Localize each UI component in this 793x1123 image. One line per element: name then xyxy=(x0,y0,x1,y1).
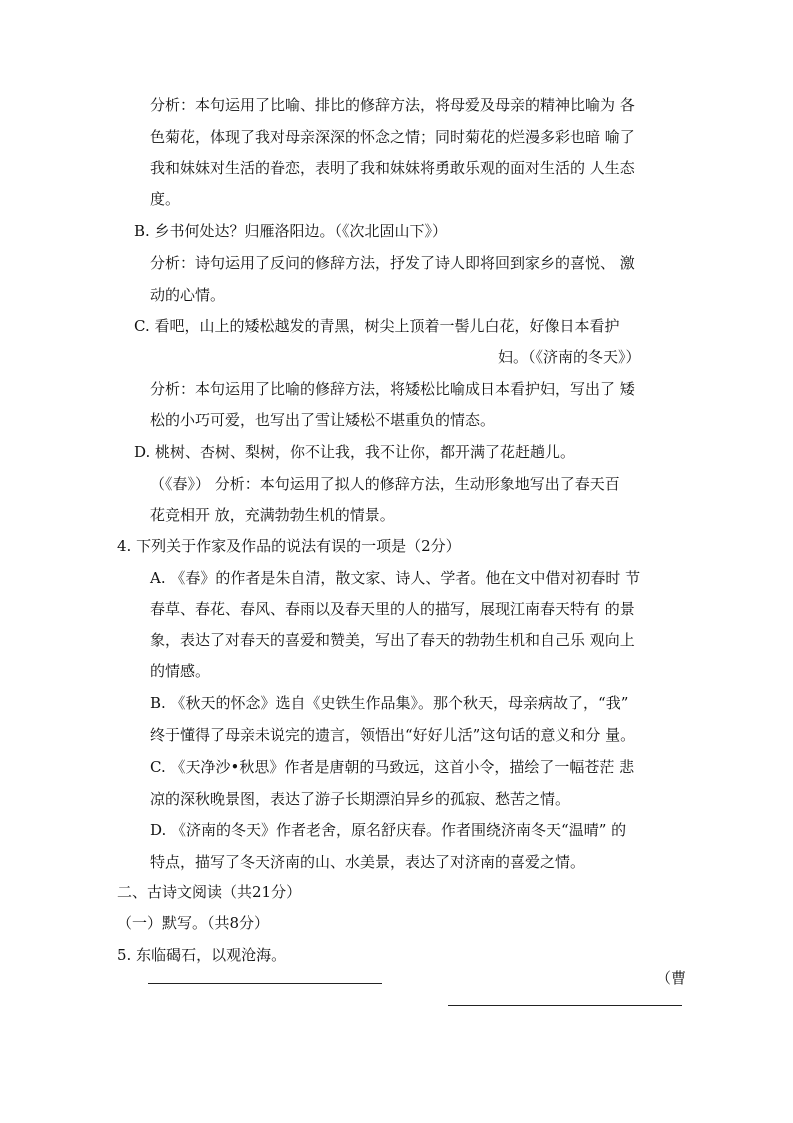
q3-b-analysis-line-1: 分析：诗句运用了反问的修辞方法，抒发了诗人即将回到家乡的喜悦、 激 xyxy=(150,254,635,272)
q3-d-analysis-line-1: （《春》） 分析：本句运用了拟人的修辞方法，生动形象地写出了春天百 xyxy=(150,475,620,493)
q4-d-line-2: 特点，描写了冬天济南的山、水美景，表达了对济南的喜爱之情。 xyxy=(150,853,586,871)
q4-c-line-1: C. 《天净沙•秋思》作者是唐朝的马致远，这首小令，描绘了一幅苍茫 悲 xyxy=(150,758,635,776)
q4-a-line-1: A. 《春》的作者是朱自清，散文家、诗人、学者。他在文中借对初春时 节 xyxy=(150,569,641,587)
q3-a-analysis-line-2: 色菊花，体现了我对母亲深深的怀念之情；同时菊花的烂漫多彩也暗 喻了 xyxy=(150,128,635,146)
q3-c-analysis-line-1: 分析：本句运用了比喻的修辞方法，将矮松比喻成日本看护妇，写出了 矮 xyxy=(150,380,635,398)
section-2-title: 二、古诗文阅读（共21分） xyxy=(117,883,302,901)
q3-a-analysis-line-4: 度。 xyxy=(150,190,181,208)
q3-a-analysis-line-1: 分析：本句运用了比喻、排比的修辞方法，将母爱及母亲的精神比喻为 各 xyxy=(150,96,635,114)
q4-a-line-4: 的情感。 xyxy=(150,662,211,680)
q4-a-line-2: 春草、春花、春风、春雨以及春天里的人的描写，展现江南春天特有 的景 xyxy=(150,600,635,618)
q3-a-analysis-line-3: 我和妹妹对生活的眷恋，表明了我和妹妹将勇敢乐观的面对生活的 人生态 xyxy=(150,159,635,177)
q3-option-c-source: 妇。（《济南的冬天》） xyxy=(498,348,641,366)
q4-a-line-3: 象，表达了对春天的喜爱和赞美，写出了春天的勃勃生机和自己乐 观向上 xyxy=(150,631,635,649)
q4-b-line-2: 终于懂得了母亲未说完的遗言，领悟出“好好儿活”这句话的意义和分 量。 xyxy=(150,726,636,744)
q4-b-line-1: B. 《秋天的怀念》选自《史铁生作品集》。那个秋天，母亲病故了，“我” xyxy=(150,694,629,712)
q4-stem: 4. 下列关于作家及作品的说法有误的一项是（2分） xyxy=(117,537,461,555)
q3-c-analysis-line-2: 松的小巧可爱，也写出了雪让矮松不堪重负的情态。 xyxy=(150,411,496,429)
q5-stem: 5. 东临碣石，以观沧海。 xyxy=(117,946,287,964)
answer-blank-2[interactable] xyxy=(448,1005,682,1006)
q3-option-d: D. 桃树、杏树、梨树，你不让我，我不让你，都开满了花赶趟儿。 xyxy=(134,443,576,461)
q3-option-c: C. 看吧，山上的矮松越发的青黑，树尖上顶着一髻儿白花，好像日本看护 xyxy=(134,317,620,335)
q3-option-b: B. 乡书何处达？归雁洛阳边。（《次北固山下》） xyxy=(134,222,448,240)
q3-d-analysis-line-2: 花竞相开 放，充满勃勃生机的情景。 xyxy=(150,506,395,524)
q4-c-line-2: 凉的深秋晚景图，表达了游子长期漂泊异乡的孤寂、愁苦之情。 xyxy=(150,790,571,808)
answer-blank-1[interactable] xyxy=(148,983,382,984)
section-2-sub-1: （一）默写。（共8分） xyxy=(117,914,270,932)
q4-d-line-1: D. 《济南的冬天》作者老舍，原名舒庆春。作者围绕济南冬天“温晴” 的 xyxy=(150,821,627,839)
q5-author: （曹 xyxy=(656,969,687,987)
q3-b-analysis-line-2: 动的心情。 xyxy=(150,286,226,304)
